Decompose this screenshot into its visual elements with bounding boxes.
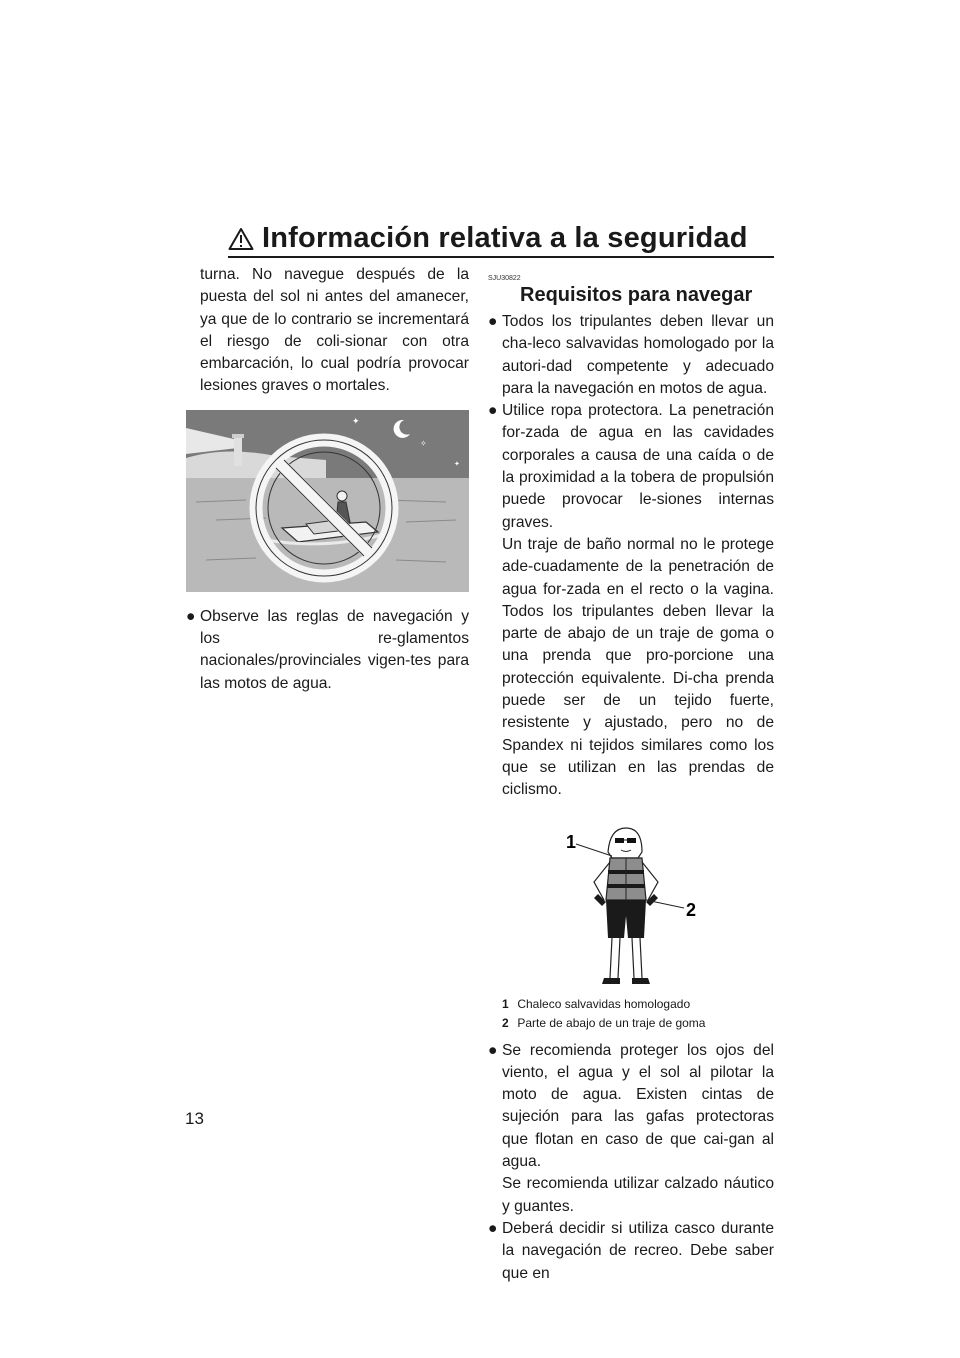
right-column — [488, 275, 774, 1285]
left-column — [186, 264, 469, 695]
bullet-text-continued: Se recomienda utilizar calzado náutico y guantes. — [502, 1175, 774, 1215]
callout-1: 1 — [566, 831, 577, 852]
section-heading: Requisitos para navegar — [520, 284, 753, 306]
bullet-symbol: ● — [488, 1041, 498, 1059]
header-divider — [228, 256, 774, 258]
bullet-item — [488, 311, 774, 400]
figure-captions — [488, 996, 774, 1032]
bullet-text: Observe las reglas de navegación y los re-glamentos nacionales/provinciales vigen-tes para las motos de agua. — [200, 607, 469, 692]
bullet-symbol: ● — [186, 607, 196, 625]
caption-number: 2 — [502, 1015, 509, 1030]
bullet-text: Se recomienda proteger los ojos del viento, el agua y el sol al pilotar la moto de agua. Existen cintas de sujeción para las gafas protectoras que flotan en caso de que cai-gan al agua. — [502, 1041, 774, 1171]
caption-text: Chaleco salvavidas homologado — [517, 996, 691, 1011]
section-code: SJU30822 — [488, 275, 521, 282]
caption-number: 1 — [502, 996, 509, 1011]
svg-text:✧: ✧ — [420, 438, 427, 448]
bullet-symbol: ● — [488, 313, 498, 330]
caption-item — [502, 1015, 774, 1032]
caption-text: Parte de abajo de un traje de goma — [517, 1015, 706, 1030]
page-title: Información relativa a la seguridad — [262, 222, 748, 254]
caption-item — [502, 996, 774, 1013]
bullet-text: Todos los tripulantes deben llevar un cha-leco salvavidas homologado por la autori-dad competente y adecuado para la navegación en motos de agua. — [502, 313, 774, 397]
warning-triangle-icon — [228, 227, 254, 251]
bullet-text: Deberá decidir si utiliza casco durante la navegación de recreo. Debe saber que en — [502, 1219, 774, 1282]
bullet-text-continued: Un traje de baño normal no le protege ade-cuadamente de la penetración de agua for-zada en el recto o la vagina. Todos los tripulantes deben llevar la parte de abajo de un traje de goma o una prenda que pro-porcione una protección equivalente. Di-cha prenda puede ser de un tejido fuerte, resistente y ajustado, pero no de Spandex ni tejidos similares como los que se utilizan en las prendas de ciclismo. — [502, 535, 774, 799]
night-riding-prohibited-illustration — [186, 410, 469, 592]
intro-paragraph: turna. No navegue después de la puesta del sol ni antes del amanecer, ya que de lo contrario se incrementará el riesgo de coli-sionar con otra embarcación, lo cual podría provocar lesiones graves o mortales. — [200, 266, 469, 395]
bullet-item — [488, 400, 774, 801]
bullet-item — [488, 1040, 774, 1218]
bullet-text: Utilice ropa protectora. La penetración for-zada de agua en las cavidades corporales a causa de una caída o de la proximidad a la tobera de propulsión puede provocar le-siones internas graves. — [502, 402, 774, 531]
callout-2: 2 — [686, 899, 697, 920]
svg-text:✦: ✦ — [454, 459, 460, 468]
bullet-item — [186, 606, 469, 695]
bullet-item — [488, 1218, 774, 1285]
page-number: 13 — [185, 1109, 204, 1128]
bullet-symbol: ● — [488, 1219, 498, 1237]
life-vest-figure-illustration — [488, 820, 774, 992]
svg-text:✦: ✦ — [352, 416, 360, 427]
bullet-symbol: ● — [488, 402, 498, 420]
page-header — [228, 222, 748, 255]
